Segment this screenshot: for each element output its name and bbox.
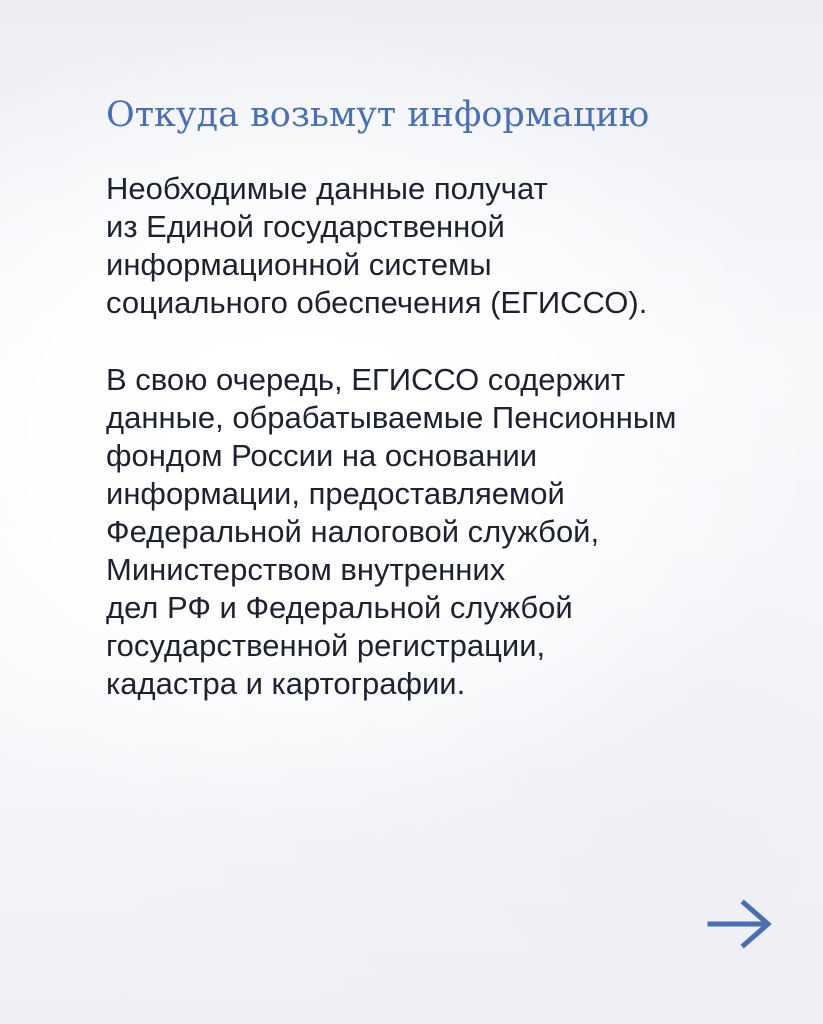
slide-title: Откуда возьмут информацию xyxy=(106,95,650,135)
paragraph-line: Федеральной налоговой службой, xyxy=(106,514,600,549)
paragraph-line: Необходимые данные получат xyxy=(106,171,548,206)
next-slide-button[interactable] xyxy=(706,898,774,950)
paragraph-line: фондом России на основании xyxy=(106,438,538,473)
paragraph-line: информации, предоставляемой xyxy=(106,476,565,511)
paragraph-line: В свою очередь, ЕГИССО содержит xyxy=(106,362,626,397)
paragraph-line: дел РФ и Федеральной службой xyxy=(106,590,573,625)
paragraph-line: социального обеспечения (ЕГИССО). xyxy=(106,285,648,320)
paragraph-source xyxy=(106,170,796,322)
paragraph-details xyxy=(106,361,796,703)
paragraph-line: из Единой государственной xyxy=(106,209,505,244)
paragraph-line: кадастра и картографии. xyxy=(106,666,466,701)
paragraph-line: Министерством внутренних xyxy=(106,552,506,587)
paragraph-line: информационной системы xyxy=(106,247,492,282)
paragraph-line: государственной регистрации, xyxy=(106,628,546,663)
arrow-right-icon xyxy=(706,898,774,950)
paragraph-line: данные, обрабатываемые Пенсионным xyxy=(106,400,677,435)
